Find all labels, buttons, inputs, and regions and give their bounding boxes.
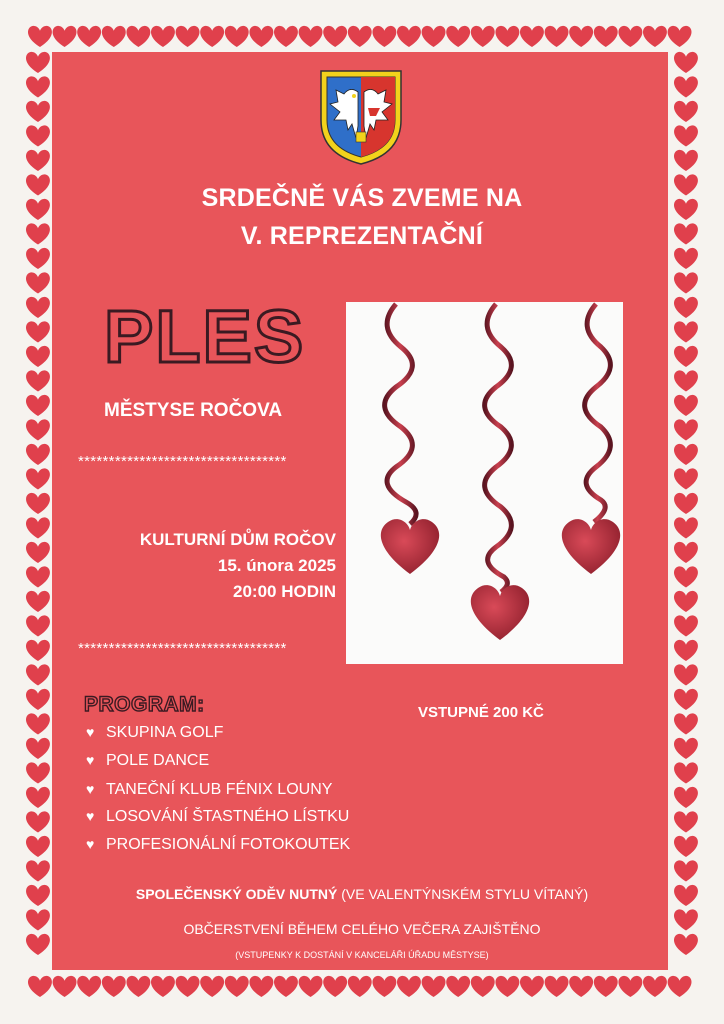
heart-icon: [674, 591, 698, 612]
heart-icon: [274, 976, 298, 997]
heart-icon: [26, 542, 50, 563]
heart-icon: [26, 346, 50, 367]
dress-code-style: (VE VALENTÝNSKÉM STYLU VÍTANÝ): [337, 886, 589, 902]
heart-icon: [569, 976, 593, 997]
event-subtitle: MĚSTYSE ROČOVA: [104, 400, 283, 421]
heart-icon: [397, 26, 421, 47]
heart-icon: [594, 26, 618, 47]
dress-code-required: SPOLEČENSKÝ ODĚV NUTNÝ: [135, 886, 338, 902]
heart-icon: [674, 370, 698, 391]
heart-icon: [299, 26, 323, 47]
heart-icon: [26, 615, 50, 636]
heart-icon: [200, 26, 224, 47]
event-title: PLES: [104, 295, 306, 378]
heart-icon: [674, 860, 698, 881]
heart-icon: [545, 976, 569, 997]
heart-icon: [618, 26, 642, 47]
heart-icon: [26, 468, 50, 489]
heart-icon: [471, 26, 495, 47]
heart-icon: [422, 976, 446, 997]
invite-line-2: V. REPREZENTAČNÍ: [240, 222, 484, 250]
heart-icon: [372, 26, 396, 47]
heart-icon: [26, 566, 50, 587]
heart-bullet-icon: ♥: [86, 724, 95, 740]
heart-icon: [26, 689, 50, 710]
event-date: 15. února 2025: [217, 556, 336, 575]
star-divider-bottom: **********************************: [78, 640, 287, 657]
program-item-label: POLE DANCE: [106, 752, 210, 769]
program-title: PROGRAM:: [84, 693, 205, 716]
heart-icon: [446, 26, 470, 47]
heart-icon: [520, 976, 544, 997]
heart-icon: [225, 26, 249, 47]
heart-icon: [643, 26, 667, 47]
heart-icon: [674, 419, 698, 440]
heart-icon: [323, 976, 347, 997]
heart-icon: [26, 321, 50, 342]
heart-icon: [674, 272, 698, 293]
heart-icon: [274, 26, 298, 47]
heart-icon: [26, 591, 50, 612]
heart-icon: [471, 976, 495, 997]
heart-bullet-icon: ♥: [86, 752, 95, 768]
heart-icon: [77, 976, 101, 997]
heart-icon: [618, 976, 642, 997]
heart-icon: [674, 346, 698, 367]
heart-icon: [397, 976, 421, 997]
heart-icon: [674, 566, 698, 587]
coat-of-arms-icon: [318, 68, 404, 166]
program-item-label: LOSOVÁNÍ ŠTASTNÉHO LÍSTKU: [106, 808, 350, 825]
refreshments-note: OBČERSTVENÍ BĚHEM CELÉHO VEČERA ZAJIŠTĚNO: [183, 921, 541, 937]
heart-icon: [26, 664, 50, 685]
heart-icon: [200, 976, 224, 997]
heart-icon: [674, 836, 698, 857]
heart-icon: [674, 101, 698, 122]
heart-icon: [674, 738, 698, 759]
heart-icon: [674, 395, 698, 416]
heart-icon: [674, 542, 698, 563]
heart-icon: [26, 444, 50, 465]
heart-icon: [594, 976, 618, 997]
heart-icon: [674, 787, 698, 808]
heart-icon: [26, 370, 50, 391]
heart-icon: [126, 976, 150, 997]
star-divider-top: **********************************: [78, 453, 287, 470]
heart-icon: [674, 689, 698, 710]
heart-icon: [26, 52, 50, 73]
heart-icon: [249, 26, 273, 47]
heart-icon: [569, 26, 593, 47]
heart-icon: [102, 26, 126, 47]
heart-icon: [348, 26, 372, 47]
invite-line-1: SRDEČNĚ VÁS ZVEME NA: [201, 184, 523, 212]
heart-icon: [422, 26, 446, 47]
heart-icon: [495, 26, 519, 47]
heart-icon: [77, 26, 101, 47]
heart-bullet-icon: ♥: [86, 808, 95, 824]
heart-icon: [674, 150, 698, 171]
heart-icon: [249, 976, 273, 997]
heart-icon: [674, 713, 698, 734]
heart-icon: [674, 664, 698, 685]
heart-icon: [26, 419, 50, 440]
heart-icon: [643, 976, 667, 997]
heart-icon: [26, 150, 50, 171]
heart-icon: [26, 860, 50, 881]
heart-icon: [674, 297, 698, 318]
heart-bullet-icon: ♥: [86, 781, 95, 797]
program-item: [86, 836, 350, 854]
heart-icon: [28, 976, 52, 997]
heart-icon: [674, 321, 698, 342]
heart-icon: [26, 836, 50, 857]
heart-icon: [495, 976, 519, 997]
heart-icon: [520, 26, 544, 47]
heart-icon: [26, 272, 50, 293]
heart-icon: [674, 517, 698, 538]
tickets-note: (VSTUPENKY K DOSTÁNÍ V KANCELÁŘI ÚŘADU MĚSTYSE): [235, 950, 489, 960]
heart-icon: [26, 787, 50, 808]
heart-icon: [299, 976, 323, 997]
heart-icon: [26, 738, 50, 759]
program-item: [86, 781, 332, 799]
heart-icon: [674, 125, 698, 146]
heart-icon: [545, 26, 569, 47]
program-item: [86, 724, 223, 742]
event-venue: KULTURNÍ DŮM ROČOV: [139, 530, 336, 549]
heart-icon: [176, 976, 200, 997]
hanging-hearts-photo: [346, 302, 623, 664]
heart-icon: [674, 640, 698, 661]
heart-icon: [26, 125, 50, 146]
heart-icon: [26, 713, 50, 734]
heart-icon: [674, 444, 698, 465]
heart-icon: [26, 297, 50, 318]
heart-icon: [126, 26, 150, 47]
program-item-label: SKUPINA GOLF: [106, 724, 224, 741]
heart-icon: [668, 26, 692, 47]
heart-icon: [26, 517, 50, 538]
heart-bullet-icon: ♥: [86, 836, 95, 852]
heart-icon: [674, 762, 698, 783]
heart-icon: [674, 811, 698, 832]
heart-icon: [348, 976, 372, 997]
heart-icon: [151, 26, 175, 47]
program-item-label: TANEČNÍ KLUB FÉNIX LOUNY: [106, 781, 333, 798]
heart-icon: [26, 762, 50, 783]
heart-icon: [225, 976, 249, 997]
heart-icon: [151, 976, 175, 997]
heart-icon: [674, 615, 698, 636]
program-item: [86, 808, 349, 826]
program-item: [86, 752, 209, 770]
program-item-label: PROFESIONÁLNÍ FOTOKOUTEK: [106, 836, 351, 853]
heart-icon: [102, 976, 126, 997]
heart-icon: [372, 976, 396, 997]
heart-icon: [26, 640, 50, 661]
heart-icon: [53, 976, 77, 997]
heart-icon: [323, 26, 347, 47]
dress-code: [0, 886, 724, 902]
heart-icon: [446, 976, 470, 997]
heart-icon: [674, 52, 698, 73]
heart-icon: [28, 26, 52, 47]
event-time: 20:00 HODIN: [233, 582, 336, 601]
heart-icon: [26, 76, 50, 97]
heart-icon: [674, 493, 698, 514]
heart-icon: [26, 101, 50, 122]
entry-fee: VSTUPNÉ 200 KČ: [418, 704, 544, 721]
heart-icon: [176, 26, 200, 47]
heart-icon: [674, 468, 698, 489]
heart-icon: [674, 76, 698, 97]
heart-icon: [26, 493, 50, 514]
heart-icon: [26, 811, 50, 832]
heart-icon: [674, 248, 698, 269]
hanging-hearts-image: [346, 302, 623, 664]
heart-icon: [53, 26, 77, 47]
heart-icon: [26, 395, 50, 416]
heart-icon: [668, 976, 692, 997]
heart-icon: [26, 248, 50, 269]
